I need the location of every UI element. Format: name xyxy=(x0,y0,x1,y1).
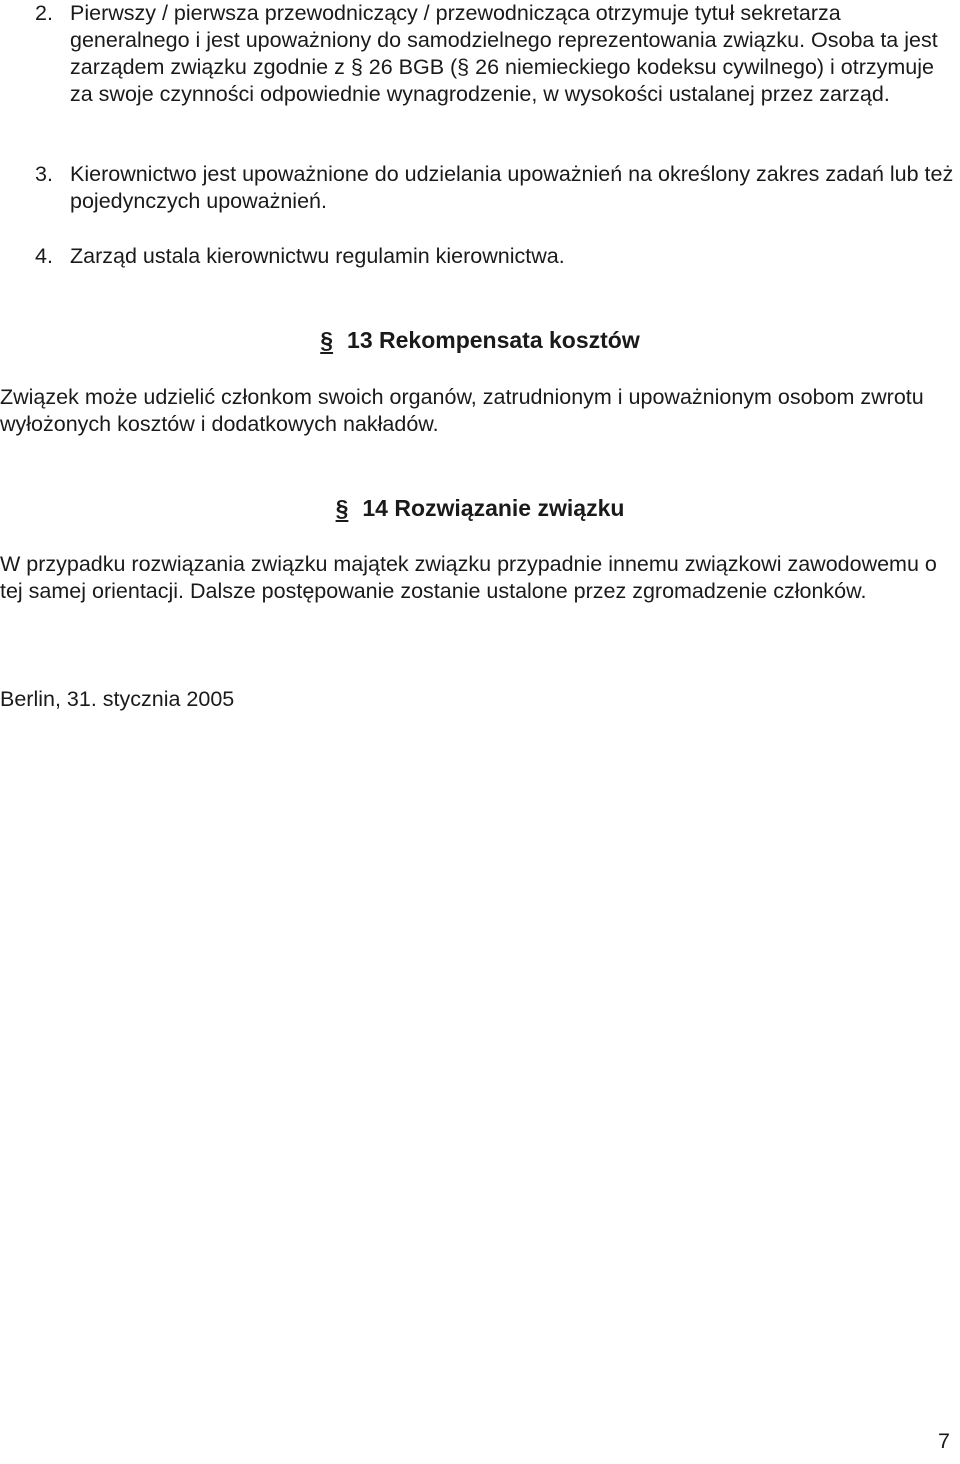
paragraph-sign: § xyxy=(320,327,334,353)
section-13-body: Związek może udzielić członkom swoich organów, zatrudnionym i upoważnionym osobom zwrotu wyłożonych kosztów i dodatkowych nakładów. xyxy=(0,385,924,436)
section-14-title: 14 Rozwiązanie związku xyxy=(362,495,625,521)
list-item-text: Pierwszy / pierwsza przewodniczący / przewodnicząca otrzymuje tytuł sekretarza generalnego i jest upoważniony do samodzielnego reprezentowania związku. Osoba ta jest zarządem związku zgodnie z § 26 BGB (§ 26 niemieckiego kodeksu cywilnego) i otrzymuje za swoje czynności odpowiednie wynagrodzenie, w wysokości ustalanej przez zarząd. xyxy=(70,1,938,106)
section-14-body: W przypadku rozwiązania związku majątek związku przypadnie innemu związkowi zawodowemu o tej samej orientacji. Dalsze postępowanie zostanie ustalone przez zgromadzenie członków. xyxy=(0,552,937,603)
section-13-heading xyxy=(0,325,960,355)
paragraph-sign: § xyxy=(335,495,349,521)
page-number: 7 xyxy=(938,1429,950,1453)
list-item-text: Zarząd ustala kierownictwu regulamin kierownictwa. xyxy=(70,244,565,268)
list-item-number: 4. xyxy=(35,244,53,268)
section-14-heading xyxy=(0,493,960,523)
place-and-date: Berlin, 31. stycznia 2005 xyxy=(0,687,235,711)
list-item-number: 3. xyxy=(35,162,53,186)
list-item-number: 2. xyxy=(35,1,53,25)
list-item-text: Kierownictwo jest upoważnione do udzielania upoważnień na określony zakres zadań lub też pojedynczych upoważnień. xyxy=(70,162,954,213)
section-13-title: 13 Rekompensata kosztów xyxy=(347,327,640,353)
